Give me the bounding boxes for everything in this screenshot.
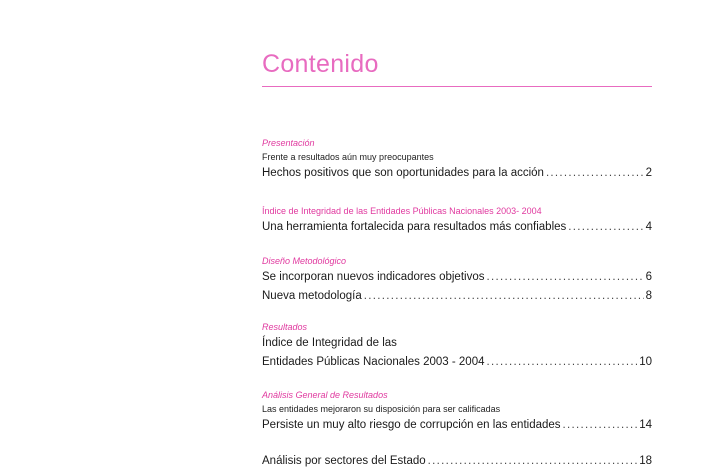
toc-section-analisis <box>262 388 652 435</box>
title-divider <box>262 86 652 87</box>
section-title: Análisis General de Resultados <box>262 390 388 400</box>
toc-entry-page: 8 <box>645 290 652 302</box>
toc-section-sectores <box>262 452 652 471</box>
toc-section-diseno <box>262 254 652 306</box>
toc-entry-page: 6 <box>645 271 652 283</box>
dot-leader <box>486 353 637 372</box>
dot-leader <box>568 218 643 237</box>
toc-entry-page: 18 <box>639 455 652 467</box>
toc-entry-page: 4 <box>645 221 652 233</box>
toc-entry-text: Nueva metodología <box>262 290 362 302</box>
dot-leader <box>486 268 643 287</box>
toc-section-resultados <box>262 320 652 372</box>
toc-entry-text: Entidades Públicas Nacionales 2003 - 2004 <box>262 356 485 368</box>
dot-leader <box>428 452 638 471</box>
toc-entry[interactable] <box>262 353 652 372</box>
toc-entry-page: 14 <box>639 419 652 431</box>
dot-leader <box>563 416 638 435</box>
toc-entry-text: Una herramienta fortalecida para resultados más confiables <box>262 221 567 233</box>
toc-entry[interactable] <box>262 416 652 435</box>
toc-entry-page: 10 <box>639 356 652 368</box>
toc-entry-line: Índice de Integridad de las <box>262 337 397 349</box>
dot-leader <box>364 287 644 306</box>
toc-entry-text: Persiste un muy alto riesgo de corrupción en las entidades <box>262 419 561 431</box>
toc-entry[interactable] <box>262 452 652 471</box>
section-title: Índice de Integridad de las Entidades Públicas Nacionales 2003- 2004 <box>262 206 542 216</box>
toc-entry-text: Se incorporan nuevos indicadores objetivos <box>262 271 485 283</box>
toc-entry[interactable] <box>262 218 652 237</box>
section-title: Resultados <box>262 322 308 332</box>
toc-entry[interactable] <box>262 287 652 306</box>
toc-section-indice <box>262 204 652 237</box>
toc-section-presentacion <box>262 136 652 183</box>
dot-leader <box>546 164 644 183</box>
toc-entry[interactable] <box>262 164 652 183</box>
toc-entry[interactable] <box>262 268 652 287</box>
page-title: Contenido <box>262 50 379 78</box>
toc-entry-text: Hechos positivos que son oportunidades para la acción <box>262 167 544 179</box>
toc-entry-page: 2 <box>645 167 652 179</box>
toc-entry-text: Análisis por sectores del Estado <box>262 455 426 467</box>
section-title: Presentación <box>262 138 315 148</box>
section-subtitle: Las entidades mejoraron su disposición para ser calificadas <box>262 404 501 414</box>
section-title: Diseño Metodológico <box>262 256 347 266</box>
section-subtitle: Frente a resultados aún muy preocupantes <box>262 152 434 162</box>
